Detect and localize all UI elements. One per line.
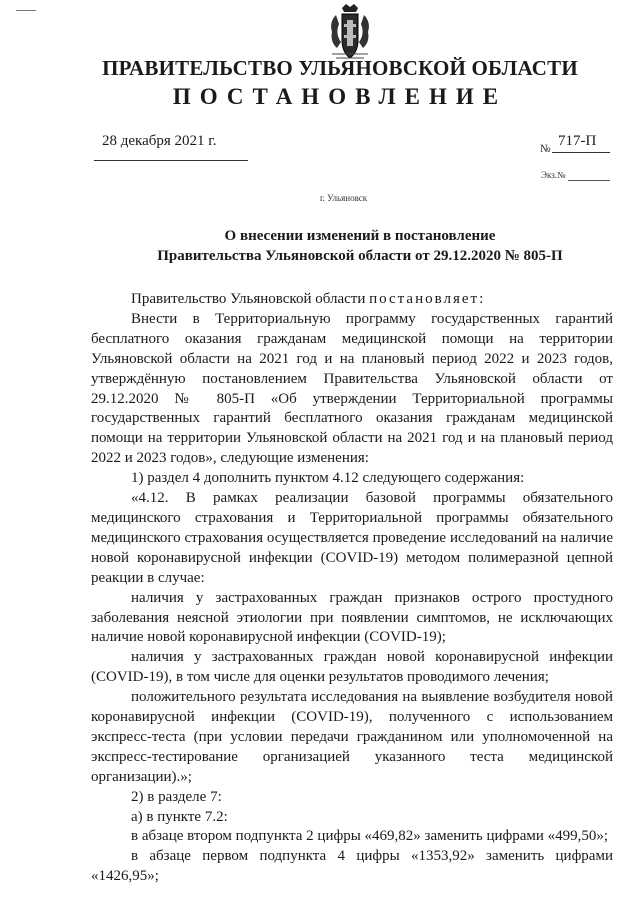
intro-decree-word: постановляет: — [369, 291, 486, 307]
paragraph-6: положительного результата исследования на выявление возбудителя новой коронавирусной инфекции (COVID-19), полученного с использованием экспресс-теста (при условии передачи гражданином или уполномоченной на экспресс-тестирование организацией указанного теста медицинской организации).»; — [91, 689, 613, 785]
subject-line-1: О внесении изменений в постановление — [224, 228, 496, 244]
paragraph-9: в абзаце втором подпункта 2 цифры «469,82» заменить цифрами «499,50»; — [131, 828, 609, 845]
paragraph-10: в абзаце первом подпункта 4 цифры «1353,92» заменить цифрами «1426,95»; — [91, 848, 613, 885]
paragraph-5: наличия у застрахованных граждан новой коронавирусной инфекции (COVID-19), в том числе для оценки результатов проводимого лечения; — [91, 649, 613, 686]
document-number: 717-П — [558, 133, 597, 149]
number-sign: № — [540, 143, 551, 155]
document-type-title: ПОСТАНОВЛЕНИЕ — [172, 84, 508, 109]
copy-number-line — [568, 180, 610, 181]
corner-mark — [16, 10, 36, 11]
intro-paragraph — [91, 290, 613, 310]
intro-text: Правительство Ульяновской области — [131, 291, 366, 307]
city-label: г. Ульяновск — [320, 193, 368, 203]
paragraph-3: «4.12. В рамках реализации базовой программы обязательного медицинского страхования и Территориальной программы обязательного медицинского страхования осуществляется проведение исследований на наличие новой коронавирусной инфекции (COVID-19) методом полимеразной цепной реакции в случае: — [91, 490, 613, 586]
coat-of-arms-emblem — [320, 2, 380, 64]
paragraph-1: Внести в Территориальную программу государственных гарантий бесплатного оказания гражданам медицинской помощи на территории Ульяновской области на 2021 год и на плановый период 2022 и 2023 годов, утверждённую постановлением Правительства Ульяновской области от 29.12.2020 № 805-П «Об утверждении Территориальной программы государственных гарантий бесплатного оказания гражданам медицинской помощи на территории Ульяновской области на 2021 год и на плановый период 2022 и 2023 годов», следующие изменения: — [91, 310, 613, 467]
paragraph-2: 1) раздел 4 дополнить пунктом 4.12 следующего содержания: — [131, 470, 525, 487]
number-underline — [552, 152, 610, 153]
paragraph-4: наличия у застрахованных граждан признаков острого простудного заболевания неясной этиологии при появлении симптомов, не исключающих наличие новой коронавирусной инфекции (COVID-19); — [91, 589, 613, 646]
document-date: 28 декабря 2021 г. — [102, 133, 217, 149]
government-title: ПРАВИТЕЛЬСТВО УЛЬЯНОВСКОЙ ОБЛАСТИ — [102, 56, 578, 80]
date-underline — [94, 160, 248, 161]
paragraph-8: а) в пункте 7.2: — [131, 808, 228, 825]
paragraph-7: 2) в разделе 7: — [131, 788, 222, 805]
document-subject — [60, 226, 640, 266]
copy-number-label: Экз.№ — [541, 170, 566, 180]
document-body — [91, 290, 613, 887]
subject-line-2: Правительства Ульяновской области от 29.12.2020 № 805-П — [157, 248, 563, 264]
